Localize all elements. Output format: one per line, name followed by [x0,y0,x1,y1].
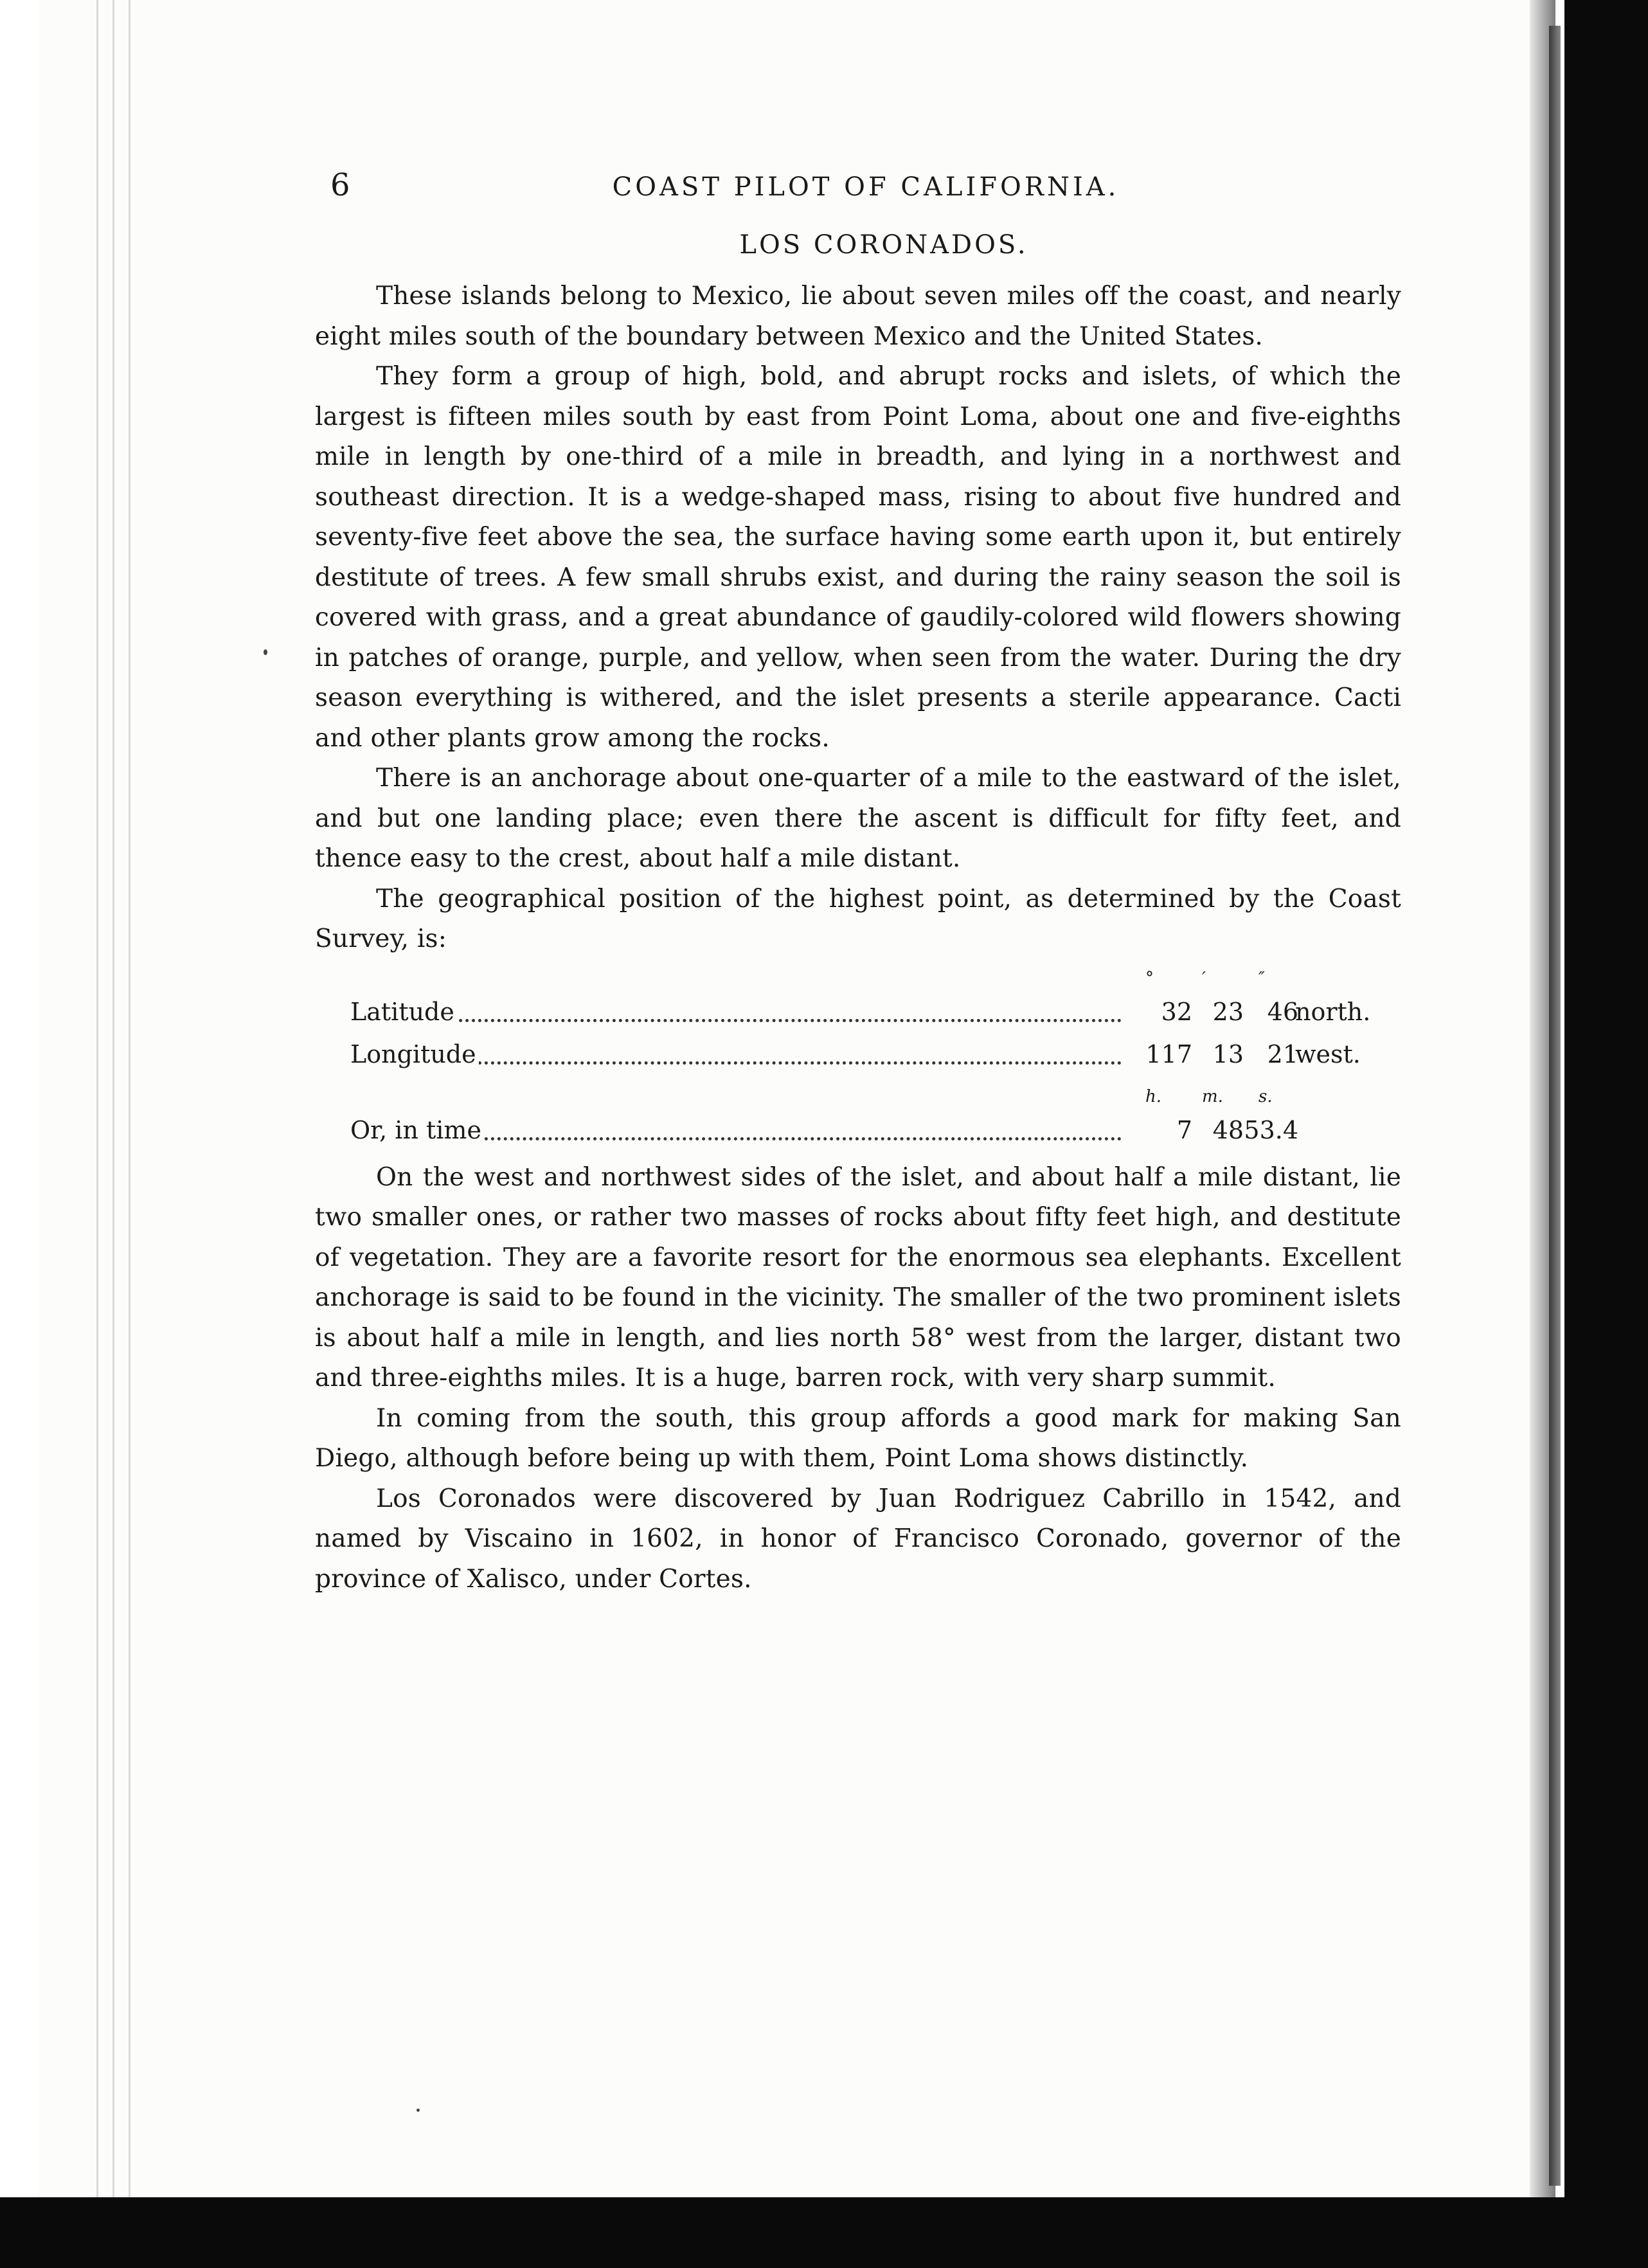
degrees-value: 117 [1145,1040,1192,1068]
running-head: COAST PILOT OF CALIFORNIA. [612,172,1120,202]
page-edge-line [129,0,130,2205]
scan-border-bottom [0,2197,1648,2268]
page-content [315,167,1401,1599]
scan-border-right [1564,0,1648,2268]
seconds-value: 21 [1267,1040,1298,1068]
row-label: Or, in time [350,1109,484,1151]
degree-unit: ° [1145,968,1154,988]
time-units-row [315,1087,1401,1109]
hours-value: 7 [1176,1115,1192,1144]
degrees-value: 32 [1161,997,1192,1026]
second-unit: ″ [1258,968,1265,988]
paragraph: They form a group of high, bold, and abrupt rocks and islets, of which the largest is fifteen miles south by east from Point Loma, about one and five-eighths mile in length by one-third of a mile in breadth, and lying in a northwest and southeast direction. It is a wedge-shaped mass, rising to about five hundred and seventy-five feet above the sea, the surface having some earth upon it, but entirely destitute of trees. A few small shrubs exist, and during the rainy season the soil is covered with grass, and a great abundance of gaudily-colored wild flowers showing in patches of orange, purple, and yellow, when seen from the water. During the dry season everything is withered, and the islet presents a sterile appearance. Cacti and other plants grow among the rocks. [315,362,1401,753]
next-page-edge [1549,26,1561,2186]
direction: west. [1295,1040,1361,1068]
table-row-longitude [315,1033,1401,1076]
row-label: Longitude [350,1033,479,1076]
paragraph: On the west and northwest sides of the islet, and about half a mile distant, lie two smaller ones, or rather two masses of rocks about fifty feet high, and destitute of vegetation. They are a favorite resort for the enormous sea elephants. Excellent anchorage is said to be found in the vicinity. The smaller of the two prominent islets is about half a mile in length, and lies north 58° west from the larger, distant two and three-eighths miles. It is a huge, barren rock, with very sharp summit. [315,1162,1401,1392]
seconds-time-unit: s. [1258,1086,1273,1106]
minutes-time-unit: m. [1202,1086,1223,1106]
minutes-value: 23 [1212,997,1244,1026]
minute-unit: ′ [1202,968,1206,988]
hours-unit: h. [1145,1086,1162,1106]
minutes-value: 13 [1212,1040,1244,1068]
angle-units-row [315,969,1401,991]
paragraph: These islands belong to Mexico, lie about seven miles off the coast, and nearly eight miles south of the boundary between Mexico and the United States. [315,282,1401,351]
table-row-latitude [315,991,1401,1033]
seconds-value: 53.4 [1244,1115,1298,1144]
minutes-value: 48 [1212,1115,1244,1144]
direction: north. [1295,997,1371,1026]
dot-leader [350,1019,1122,1022]
row-label: Latitude [350,991,457,1033]
paragraph: In coming from the south, this group affords a good mark for making San Diego, although before being up with them, Point Loma shows distinctly. [315,1403,1401,1473]
seconds-value: 46 [1267,997,1298,1026]
paragraph: Los Coronados were discovered by Juan Rodriguez Cabrillo in 1542, and named by Viscaino in 1602, in honor of Francisco Coronado, governor of the province of Xalisco, under Cortes. [315,1484,1401,1594]
scan-speck [416,2109,420,2112]
table-row-time [315,1109,1401,1151]
scan-speck [264,649,267,655]
page-header [330,167,1401,225]
section-title: LOS CORONADOS. [739,230,1028,260]
paragraph: The geographical position of the highest point, as determined by the Coast Survey, is: [315,884,1401,953]
page-edge-line [112,0,114,2205]
position-table [315,969,1401,1151]
page-edge-line [96,0,98,2205]
page-number: 6 [330,167,350,203]
paragraph: There is an anchorage about one-quarter of a mile to the eastward of the islet, and but one landing place; even there the ascent is difficult for fifty feet, and thence easy to the crest, about half a mile distant. [315,764,1401,873]
